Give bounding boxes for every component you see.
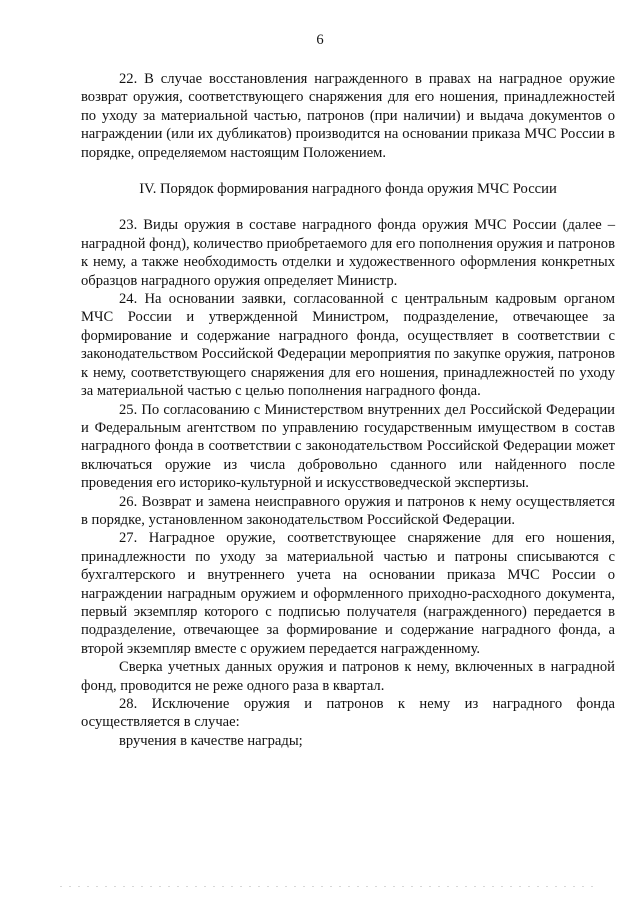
paragraph-22: 22. В случае восстановления награжденного в правах на наградное оружие возврат оружия, соответствующего снаряжения для его ношения, принадлежностей по уходу за материальной частью, патронов (при наличии) и выдача документов о награждении (или их дубликатов) производится на основании приказа МЧС России в порядке, определяемом настоящим Положением. — [81, 71, 615, 161]
paragraph-23: 23. Виды оружия в составе наградного фонда оружия МЧС России (далее – наградной фонд), количество приобретаемого для его пополнения оружия и патронов к нему, а также необходимость отделки и художественного оформления конкретных образцов наградного оружия определяет Министр. — [81, 217, 615, 289]
scan-noise-line — [60, 886, 600, 887]
page-number: 6 — [316, 32, 324, 48]
paragraph-award-case: вручения в качестве награды; — [119, 732, 303, 749]
paragraph-25: 25. По согласованию с Министерством внутренних дел Российской Федерации и Федеральным агентством по управлению государственным имуществом в состав наградного фонда в соответствии с законодательством Российской Федерации может включаться оружие из числа добровольно сданного или найденного после проведения его историко-культурной и искусствоведческой экспертизы. — [81, 401, 615, 492]
paragraph-24: 24. На основании заявки, согласованной с центральным кадровым органом МЧС России и утвержденной Министром, подразделение, отвечающее за формирование и содержание наградного фонда, осуществляет в соответствии с законодательством Российской Федерации мероприятия по закупке оружия, патронов к нему, соответствующего снаряжения для его ношения, принадлежностей по уходу за материальной частью с целью пополнения наградного фонда. — [81, 291, 615, 400]
paragraph-reconciliation: Сверка учетных данных оружия и патронов к нему, включенных в наградной фонд, проводится не реже одного раза в квартал. — [81, 659, 615, 694]
paragraph-27: 27. Наградное оружие, соответствующее снаряжение для его ношения, принадлежности по уходу за материальной частью и патроны списываются с бухгалтерского и внутреннего учета на основании приказа МЧС России о награждении наградным оружием и оформленного приходно-расходного документа, первый экземпляр которого с подписью получателя (награжденного) передается в подразделение, отвечающее за формирование и содержание наградного фонда, а второй экземпляр вместе с оружием передается награжденному. — [81, 530, 615, 657]
paragraph-26: 26. Возврат и замена неисправного оружия и патронов к нему осуществляется в порядке, установленном законодательством Российской Федерации. — [81, 493, 615, 528]
document-body — [81, 70, 615, 750]
section-heading: IV. Порядок формирования наградного фонда оружия МЧС России — [139, 181, 557, 198]
paragraph-28: 28. Исключение оружия и патронов к нему из наградного фонда осуществляется в случае: — [81, 696, 615, 731]
